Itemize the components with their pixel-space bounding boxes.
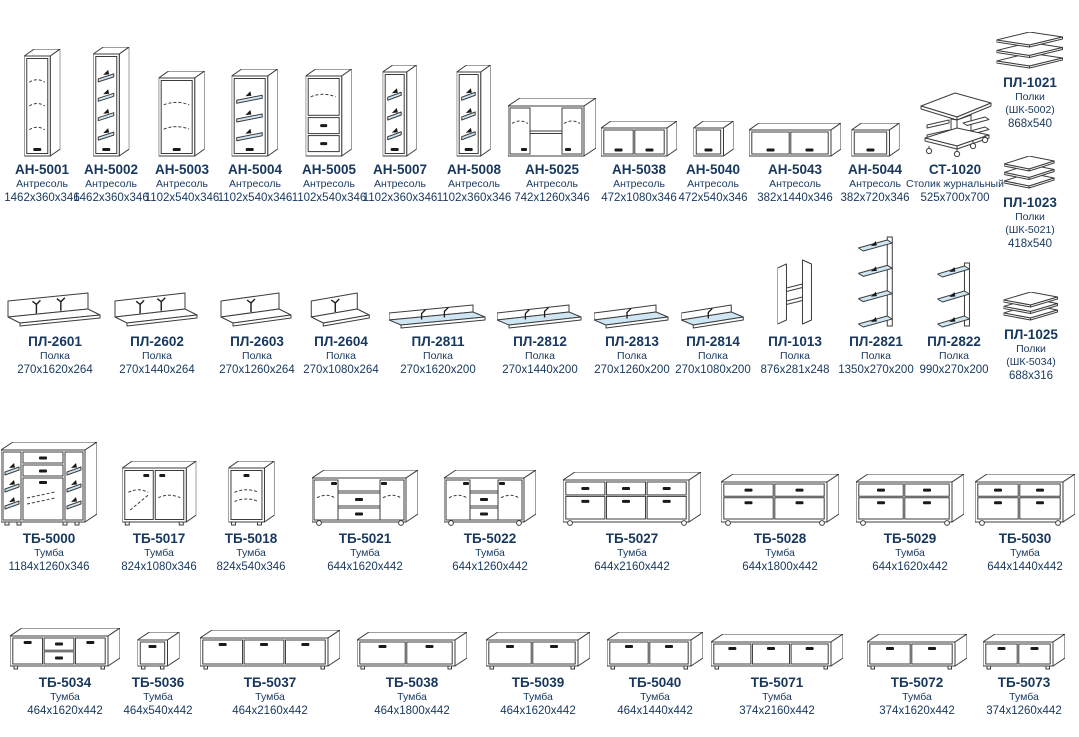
item-type: Антресоль xyxy=(613,178,665,190)
item-code: ПЛ-2602 xyxy=(130,334,184,349)
item-illustration xyxy=(711,602,843,670)
item-dims: 644x2160x442 xyxy=(594,561,670,573)
item-illustration xyxy=(681,252,745,329)
item-illustration xyxy=(508,32,596,157)
catalog-item xyxy=(121,428,196,575)
item-illustration xyxy=(159,32,205,157)
item-dims: 525x700x700 xyxy=(920,192,990,204)
item-code: ТБ-5038 xyxy=(385,675,439,690)
item-illustration xyxy=(444,428,536,526)
item-illustration xyxy=(777,252,813,329)
item-dims: 270x1440x200 xyxy=(502,364,578,376)
item-type: Тумба xyxy=(902,691,932,703)
flap-icon xyxy=(851,123,899,157)
item-code: ПЛ-2604 xyxy=(314,334,368,349)
item-dims: 868x540 xyxy=(1007,118,1053,130)
catalog-item xyxy=(840,32,909,206)
item-code: ПЛ-2822 xyxy=(927,334,981,349)
catalog-item xyxy=(678,32,747,206)
item-type: Полка xyxy=(326,350,356,362)
item-illustration xyxy=(383,32,417,157)
wallshelf-icon xyxy=(6,292,104,329)
item-illustration xyxy=(10,602,120,670)
item-code: ТБ-5021 xyxy=(338,531,392,546)
item-illustration xyxy=(357,602,467,670)
item-dims: 270x1080x200 xyxy=(675,364,751,376)
flap-icon xyxy=(601,121,677,157)
item-extra: (ШК-5002) xyxy=(1005,104,1055,116)
item-code: ТБ-5028 xyxy=(753,531,807,546)
item-illustration xyxy=(937,252,971,329)
bigtumba-icon xyxy=(1,442,97,526)
tvmix-icon xyxy=(312,470,418,526)
catalog-item xyxy=(508,32,596,206)
low-icon xyxy=(711,634,843,670)
item-type: Антресоль xyxy=(85,178,137,190)
catalog-item xyxy=(594,252,670,378)
item-dims: 644x1440x442 xyxy=(987,561,1063,573)
item-illustration xyxy=(983,602,1065,670)
item-dims: 464x1620x442 xyxy=(27,705,103,717)
item-dims: 876x281x248 xyxy=(760,364,830,376)
item-code: ПЛ-2811 xyxy=(411,334,465,349)
catalog-item xyxy=(303,252,378,378)
item-type: Антресоль xyxy=(16,178,68,190)
catalog-item xyxy=(1003,150,1057,252)
item-illustration xyxy=(601,32,677,157)
item-illustration xyxy=(24,32,60,157)
item-illustration xyxy=(309,252,373,329)
item-illustration xyxy=(6,252,104,329)
item-dims: 418x540 xyxy=(1007,238,1053,250)
item-dims: 644x1800x442 xyxy=(742,561,818,573)
low-icon xyxy=(607,632,703,670)
item-dims: 644x1260x442 xyxy=(452,561,528,573)
table-icon xyxy=(915,90,995,157)
item-illustration xyxy=(312,428,418,526)
item-illustration xyxy=(851,32,899,157)
tvdr-icon xyxy=(856,474,964,526)
item-dims: 374x1620x442 xyxy=(879,705,955,717)
item-code: ТБ-5071 xyxy=(750,675,804,690)
item-type: Полка xyxy=(40,350,70,362)
tvdr-icon xyxy=(563,472,701,526)
catalog-item xyxy=(919,252,988,378)
item-type: Полка xyxy=(142,350,172,362)
item-type: Тумба xyxy=(765,547,795,559)
item-illustration xyxy=(200,602,340,670)
item-dims: 644x1620x442 xyxy=(872,561,948,573)
catalog-item xyxy=(437,32,512,206)
item-type: Тумба xyxy=(34,547,64,559)
stack-icon xyxy=(1005,156,1056,190)
item-illustration xyxy=(306,32,352,157)
item-code: АН-5040 xyxy=(685,162,741,177)
catalog-item xyxy=(123,602,192,719)
flap-icon xyxy=(749,123,841,157)
item-type: Тумба xyxy=(617,547,647,559)
catalog-item xyxy=(601,32,677,206)
item-code: ПЛ-2603 xyxy=(230,334,284,349)
catalog-item xyxy=(563,428,701,575)
item-dims: 464x1620x442 xyxy=(500,705,576,717)
item-type: Тумба xyxy=(523,691,553,703)
low-icon xyxy=(983,634,1065,670)
item-type: Антресоль xyxy=(229,178,281,190)
item-illustration xyxy=(486,602,590,670)
catalog-item xyxy=(292,32,367,206)
item-code: ТБ-5036 xyxy=(131,675,185,690)
item-code: ТБ-5022 xyxy=(463,531,517,546)
catalog-item xyxy=(216,428,285,575)
item-type: Тумба xyxy=(640,691,670,703)
item-type: Тумба xyxy=(255,691,285,703)
item-code: АН-5005 xyxy=(301,162,357,177)
rack-icon xyxy=(858,235,894,329)
tall-icon xyxy=(24,49,60,157)
item-code: ПЛ-1021 xyxy=(1003,75,1057,90)
item-code: АН-5003 xyxy=(154,162,210,177)
item-illustration xyxy=(563,428,701,526)
item-illustration xyxy=(693,32,733,157)
item-illustration xyxy=(915,32,995,157)
item-code: ТБ-5017 xyxy=(132,531,186,546)
item-type: Антресоль xyxy=(448,178,500,190)
item-dims: 472x1080x346 xyxy=(601,192,677,204)
item-type: Антресоль xyxy=(849,178,901,190)
item-illustration xyxy=(607,602,703,670)
wallshelf-icon xyxy=(309,292,373,329)
item-code: АН-5043 xyxy=(767,162,823,177)
item-illustration xyxy=(497,252,583,329)
tall-icon xyxy=(159,71,205,157)
item-type: Антресоль xyxy=(769,178,821,190)
catalog-item xyxy=(607,602,703,719)
item-type: Полка xyxy=(861,350,891,362)
item-dims: 644x1620x442 xyxy=(327,561,403,573)
item-type: Тумба xyxy=(350,547,380,559)
item-illustration xyxy=(1,428,97,526)
catalog-item xyxy=(486,602,590,719)
item-dims: 270x1620x264 xyxy=(17,364,93,376)
item-type: Тумба xyxy=(143,691,173,703)
catalog-item xyxy=(444,428,536,575)
item-code: ПЛ-2813 xyxy=(605,334,659,349)
catalog-item xyxy=(721,428,839,575)
item-type: Полка xyxy=(525,350,555,362)
low-icon xyxy=(10,628,120,670)
stack-icon xyxy=(1004,292,1059,322)
item-type: Антресоль xyxy=(156,178,208,190)
item-type: Тумба xyxy=(397,691,427,703)
item-code: ТБ-5030 xyxy=(998,531,1052,546)
catalog-item xyxy=(906,32,1004,206)
tall-icon xyxy=(93,47,129,157)
item-type: Антресоль xyxy=(526,178,578,190)
item-type: Тумба xyxy=(475,547,505,559)
item-code: ПЛ-2821 xyxy=(849,334,903,349)
tall-icon xyxy=(457,65,491,157)
item-code: ТБ-5039 xyxy=(511,675,565,690)
item-code: ТБ-5037 xyxy=(243,675,297,690)
item-illustration xyxy=(137,602,179,670)
item-illustration xyxy=(219,252,295,329)
item-dims: 742x1260x346 xyxy=(514,192,590,204)
item-type: Тумба xyxy=(1009,691,1039,703)
item-dims: 824x540x346 xyxy=(216,561,286,573)
catalog-item xyxy=(1004,282,1059,384)
low-icon xyxy=(357,632,467,670)
item-code: АН-5008 xyxy=(446,162,502,177)
catalog-item xyxy=(200,602,340,719)
item-code: АН-5038 xyxy=(611,162,667,177)
catalog-item xyxy=(760,252,829,378)
glasshelf-icon xyxy=(389,303,487,329)
item-code: ТБ-5034 xyxy=(38,675,92,690)
item-code: ПЛ-2601 xyxy=(28,334,82,349)
wideopen-icon xyxy=(508,98,596,157)
item-illustration xyxy=(867,602,967,670)
item-dims: 1462x360x346 xyxy=(73,192,149,204)
item-dims: 1350x270x200 xyxy=(838,364,914,376)
item-type: Антресоль xyxy=(374,178,426,190)
rack-icon xyxy=(937,261,971,329)
item-illustration xyxy=(389,252,487,329)
item-dims: 382x720x346 xyxy=(840,192,910,204)
item-dims: 824x1080x346 xyxy=(121,561,197,573)
item-code: ПЛ-2812 xyxy=(513,334,567,349)
item-extra: (ШК-5034) xyxy=(1006,356,1056,368)
glasshelf-icon xyxy=(681,303,745,329)
item-type: Тумба xyxy=(895,547,925,559)
glasshelf-icon xyxy=(594,303,670,329)
item-type: Полки xyxy=(1015,211,1045,223)
cabdr-icon xyxy=(306,69,352,157)
catalog-item xyxy=(73,32,148,206)
item-code: ТБ-5027 xyxy=(605,531,659,546)
low-icon xyxy=(867,634,967,670)
catalog-item xyxy=(357,602,467,719)
stack-icon xyxy=(997,32,1064,70)
item-code: ПЛ-1023 xyxy=(1003,195,1057,210)
glasshelf-icon xyxy=(497,303,583,329)
item-type: Полка xyxy=(242,350,272,362)
item-code: АН-5007 xyxy=(372,162,428,177)
item-type: Столик журнальный xyxy=(906,178,1004,190)
item-code: АН-5004 xyxy=(227,162,283,177)
item-dims: 1102x540x346 xyxy=(291,192,367,204)
item-dims: 374x2160x442 xyxy=(739,705,815,717)
item-code: АН-5001 xyxy=(14,162,70,177)
item-illustration xyxy=(594,252,670,329)
item-code: ТБ-5000 xyxy=(22,531,76,546)
panelshelf-icon xyxy=(777,259,813,329)
catalog-item xyxy=(6,252,104,378)
tvmix-icon xyxy=(444,470,536,526)
catalog-item xyxy=(856,428,964,575)
tvdr-icon xyxy=(721,474,839,526)
item-type: Тумба xyxy=(50,691,80,703)
item-illustration xyxy=(228,428,274,526)
catalog-item xyxy=(312,428,418,575)
item-code: ПЛ-2814 xyxy=(686,334,740,349)
item-illustration xyxy=(997,28,1064,70)
item-illustration xyxy=(122,428,196,526)
item-dims: 464x1440x442 xyxy=(617,705,693,717)
catalog-item xyxy=(838,252,913,378)
low-icon xyxy=(137,632,179,670)
item-dims: 464x540x442 xyxy=(123,705,193,717)
catalog-item xyxy=(867,602,967,719)
catalog-item xyxy=(113,252,201,378)
item-code: ТБ-5029 xyxy=(883,531,937,546)
item-dims: 1102x540x346 xyxy=(217,192,293,204)
item-code: ТБ-5018 xyxy=(224,531,278,546)
item-illustration xyxy=(721,428,839,526)
item-type: Тумба xyxy=(762,691,792,703)
item-type: Полка xyxy=(617,350,647,362)
item-code: АН-5002 xyxy=(83,162,139,177)
item-type: Полка xyxy=(939,350,969,362)
wallshelf-icon xyxy=(219,292,295,329)
item-code: ТБ-5073 xyxy=(997,675,1051,690)
catalog-item xyxy=(4,32,79,206)
item-code: ПЛ-1013 xyxy=(768,334,822,349)
item-dims: 472x540x346 xyxy=(678,192,748,204)
item-type: Антресоль xyxy=(687,178,739,190)
item-code: СТ-1020 xyxy=(928,162,982,177)
item-code: ТБ-5040 xyxy=(628,675,682,690)
tall-icon xyxy=(232,69,278,157)
item-illustration xyxy=(457,32,491,157)
catalog-item xyxy=(389,252,487,378)
catalog-item xyxy=(675,252,750,378)
catalog-item xyxy=(218,32,293,206)
catalog-item xyxy=(711,602,843,719)
item-dims: 270x1080x264 xyxy=(303,364,379,376)
item-illustration xyxy=(232,32,278,157)
doors-icon xyxy=(122,461,196,526)
low-icon xyxy=(486,632,590,670)
item-code: АН-5025 xyxy=(524,162,580,177)
item-code: ТБ-5072 xyxy=(890,675,944,690)
catalog-item xyxy=(749,32,841,206)
item-dims: 374x1260x442 xyxy=(986,705,1062,717)
item-type: Полки xyxy=(1015,91,1045,103)
item-dims: 990x270x200 xyxy=(919,364,989,376)
item-dims: 1102x360x346 xyxy=(362,192,438,204)
item-type: Тумба xyxy=(144,547,174,559)
item-code: ПЛ-1025 xyxy=(1004,327,1058,342)
item-illustration xyxy=(975,428,1075,526)
wallshelf-icon xyxy=(113,292,201,329)
catalog-item xyxy=(983,602,1065,719)
item-type: Полка xyxy=(780,350,810,362)
item-illustration xyxy=(93,32,129,157)
item-code: АН-5044 xyxy=(847,162,903,177)
catalog-item xyxy=(997,28,1064,132)
low-icon xyxy=(200,630,340,670)
item-dims: 270x1260x200 xyxy=(594,364,670,376)
item-illustration xyxy=(749,32,841,157)
item-type: Полки xyxy=(1016,343,1046,355)
tall-icon xyxy=(383,65,417,157)
item-dims: 270x1620x200 xyxy=(400,364,476,376)
item-type: Тумба xyxy=(1010,547,1040,559)
item-dims: 270x1440x264 xyxy=(119,364,195,376)
item-illustration xyxy=(113,252,201,329)
item-extra: (ШК-5021) xyxy=(1005,224,1055,236)
item-dims: 1102x360x346 xyxy=(436,192,512,204)
catalog-item xyxy=(219,252,295,378)
item-dims: 1184x1260x346 xyxy=(8,561,90,573)
item-type: Тумба xyxy=(236,547,266,559)
item-illustration xyxy=(1005,150,1056,190)
catalog-item xyxy=(1,428,97,575)
item-dims: 382x1440x346 xyxy=(757,192,833,204)
item-type: Антресоль xyxy=(303,178,355,190)
item-illustration xyxy=(856,428,964,526)
item-dims: 464x1800x442 xyxy=(374,705,450,717)
doors-icon xyxy=(228,461,274,526)
flap-icon xyxy=(693,121,733,157)
item-illustration xyxy=(1004,282,1059,322)
item-illustration xyxy=(858,252,894,329)
catalog-item xyxy=(10,602,120,719)
item-dims: 1462x360x346 xyxy=(4,192,80,204)
catalog-item xyxy=(975,428,1075,575)
tvdr-icon xyxy=(975,474,1075,526)
catalog-item xyxy=(497,252,583,378)
item-type: Полка xyxy=(423,350,453,362)
item-dims: 1102x540x346 xyxy=(144,192,220,204)
item-dims: 270x1260x264 xyxy=(219,364,295,376)
item-dims: 688x316 xyxy=(1008,370,1054,382)
catalog-item xyxy=(363,32,438,206)
item-dims: 464x2160x442 xyxy=(232,705,308,717)
item-type: Полка xyxy=(698,350,728,362)
catalog-item xyxy=(145,32,220,206)
